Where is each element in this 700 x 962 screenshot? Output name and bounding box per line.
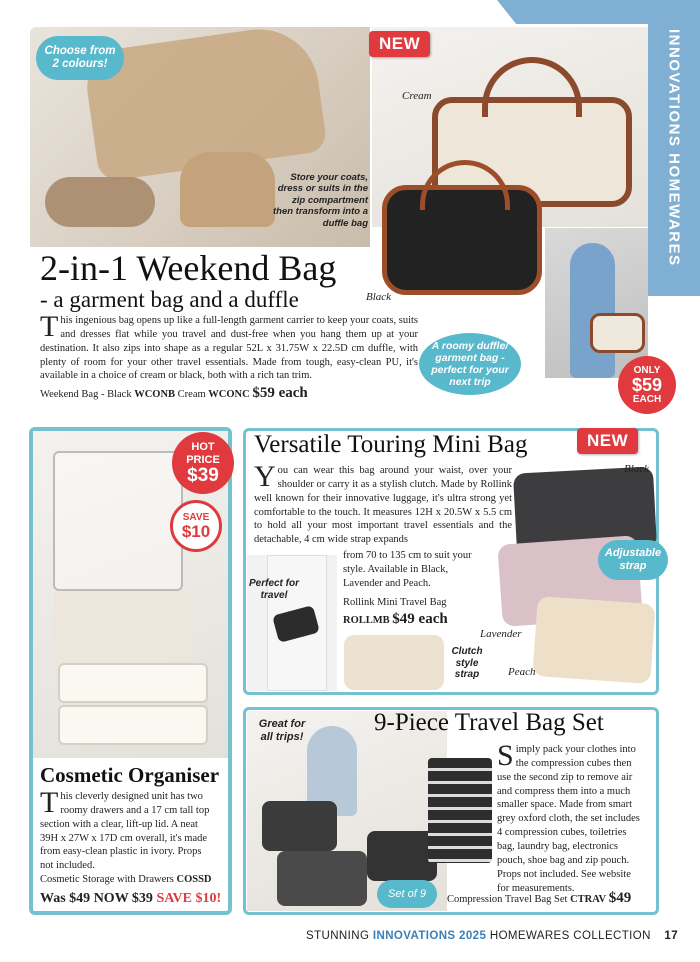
cosmetic-description [40,786,216,873]
mini-lavender-label: Lavender [480,628,522,640]
mini-black-label: Black [624,463,650,475]
footer-prefix: STUNNING [306,930,370,942]
only-badge-price: $59 [631,375,663,395]
weekend-description [40,310,418,383]
footer-suffix: HOMEWARES COLLECTION [489,930,651,942]
cosmetic-title: Cosmetic Organiser [40,763,220,787]
mini-bag-title: Versatile Touring Mini Bag [254,431,528,458]
hot-price-amount: $39 [187,465,219,487]
perfect-travel-caption: Perfect for travel [248,578,299,601]
hot-price-line2: PRICE [186,453,220,466]
man-wearing-bag-photo [247,555,337,691]
mini-bag-code: ROLLMB [343,615,390,626]
stacked-cubes [428,758,492,863]
mini-bag-description-bottom: from 70 to 135 cm to suit your style. Available in Black, Lavender and Peach. [343,550,472,589]
travel-set-drop-cap: S [497,739,514,772]
packing-cube-2 [277,851,367,906]
cosmetic-order-label: Cosmetic Storage with Drawers [40,874,174,885]
clutch-caption: Clutch style strap [451,646,483,680]
new-badge-mini: NEW [577,428,638,454]
weekend-subtitle: - a garment bag and a duffle [40,287,299,312]
save-badge-amount: $10 [181,522,211,542]
woman-figure [570,243,615,378]
cosmetic-order-line [40,874,212,885]
travel-set-order-line [447,890,631,907]
mini-bag-description-top [254,460,512,547]
side-tab-label: INNOVATIONS HOMEWARES [665,29,683,267]
travel-set-description-text: imply pack your clothes into the compression cubes then use the second zip to remove air and compress them into a much smaller space. Made from smart grey oxford cloth, the set includes 4 compression cubes, toiletries bag, laundry bag, electronics pouch, shoe bag and zip pouch. Props not included. See website for measurements. [497,744,640,894]
travel-set-code: CTRAV [570,894,607,905]
mini-bag-description-top-text: ou can wear this bag around your waist, over your shoulder or carry it as a stylish clutch. Made by Rollink well known for their innovative luggage, it's ultra strong yet comfortable to the touch. It measures 12H x 20.5W x 5.5 cm to hold all your most important travel essentials and the detachable, 4 cm wide strap expands [254,465,512,546]
packing-cube-3 [367,831,437,881]
woman-with-bag-photo [545,228,648,378]
travel-set-price: $49 [608,890,632,906]
packing-cube-1 [262,801,337,851]
hot-price-line1: HOT [191,440,215,453]
travel-set-description [497,739,645,895]
footer-highlight: INNOVATIONS 2025 [372,930,487,942]
store-caption: Store your coats, dress or suits in the zip compartment then transform into a duffle bag [272,172,368,229]
pouch-shape [180,152,275,227]
only-badge-line1: ONLY [633,364,661,376]
organiser-lid [53,451,183,591]
weekend-order-prefix: Weekend Bag - Black [40,389,132,400]
weekend-drop-cap: T [40,310,59,343]
mini-bag-drop-cap: Y [254,460,276,493]
only-59-badge [618,356,676,414]
cosmetic-save-text: SAVE $10! [156,891,222,906]
cream-duffle-handle [482,57,582,117]
woman-bag [590,313,645,353]
organiser-drawer-1 [58,663,208,703]
choose-colours-bubble: Choose from 2 colours! [36,36,124,80]
save-badge-line1: SAVE [182,511,210,523]
mini-bag-price: $49 each [392,611,448,627]
organiser-drawer-2 [58,705,208,745]
cosmetic-drop-cap: T [40,786,59,819]
weekend-description-text: his ingenious bag opens up like a full-length garment carrier to keep your coats, suits and dresses flat while you travel and dust-free when you hang them up at your destination. It also zips into shape as a regular 52L x 31.75W x 22.5D cm duffle, with plenty of room for your other travel essentials. Made from tough, easy-clean PU, it's available in a choice of cream or black, both with a rich tan trim. [40,315,418,382]
weekend-code-black: WCONB [134,389,176,400]
set-of-9-bubble: Set of 9 [377,880,437,908]
weekend-order-cream: Cream [177,389,206,400]
cosmetic-now: NOW $39 [93,891,153,906]
mini-peach-label: Peach [508,666,536,678]
weekend-code-cream: WCONC [208,389,250,400]
great-trips-caption: Great for all trips! [258,718,306,743]
shoes-shape [45,177,155,227]
travel-set-order-label: Compression Travel Bag Set [447,894,568,905]
weekend-order-line [40,385,308,402]
side-tab-corner [497,0,657,24]
cream-label: Cream [402,90,432,102]
cosmetic-was: Was $49 [40,891,91,906]
new-badge-weekend: NEW [369,31,430,57]
hot-price-badge [172,432,234,494]
organiser-top [53,591,193,661]
peach-mini-bag [532,596,655,684]
clutch-bag-shape [344,635,444,690]
mini-bag-order-line [343,611,448,628]
weekend-title: 2-in-1 Weekend Bag [40,248,337,288]
roomy-bubble: A roomy duffle/ garment bag - perfect for your next trip [419,333,521,395]
cosmetic-price-line [40,891,221,907]
cosmetic-code: COSSD [176,874,212,885]
save-badge [170,500,222,552]
page-number: 17 [664,930,678,942]
travel-set-title: 9-Piece Travel Bag Set [374,709,604,736]
only-badge-line2: EACH [632,394,662,405]
footer [306,930,678,942]
cosmetic-description-text: his cleverly designed unit has two roomy drawers and a 17 cm tall top section with a clear, lift-up lid. A neat 39H x 27W x 17D cm overall, it's made from easy-clean plastic in ivory. Props not included. [40,791,210,872]
adjustable-strap-bubble: Adjustable strap [598,540,668,580]
black-label: Black [366,291,392,303]
weekend-price: $59 each [252,385,308,401]
mini-bag-order-label: Rollink Mini Travel Bag [343,597,447,608]
